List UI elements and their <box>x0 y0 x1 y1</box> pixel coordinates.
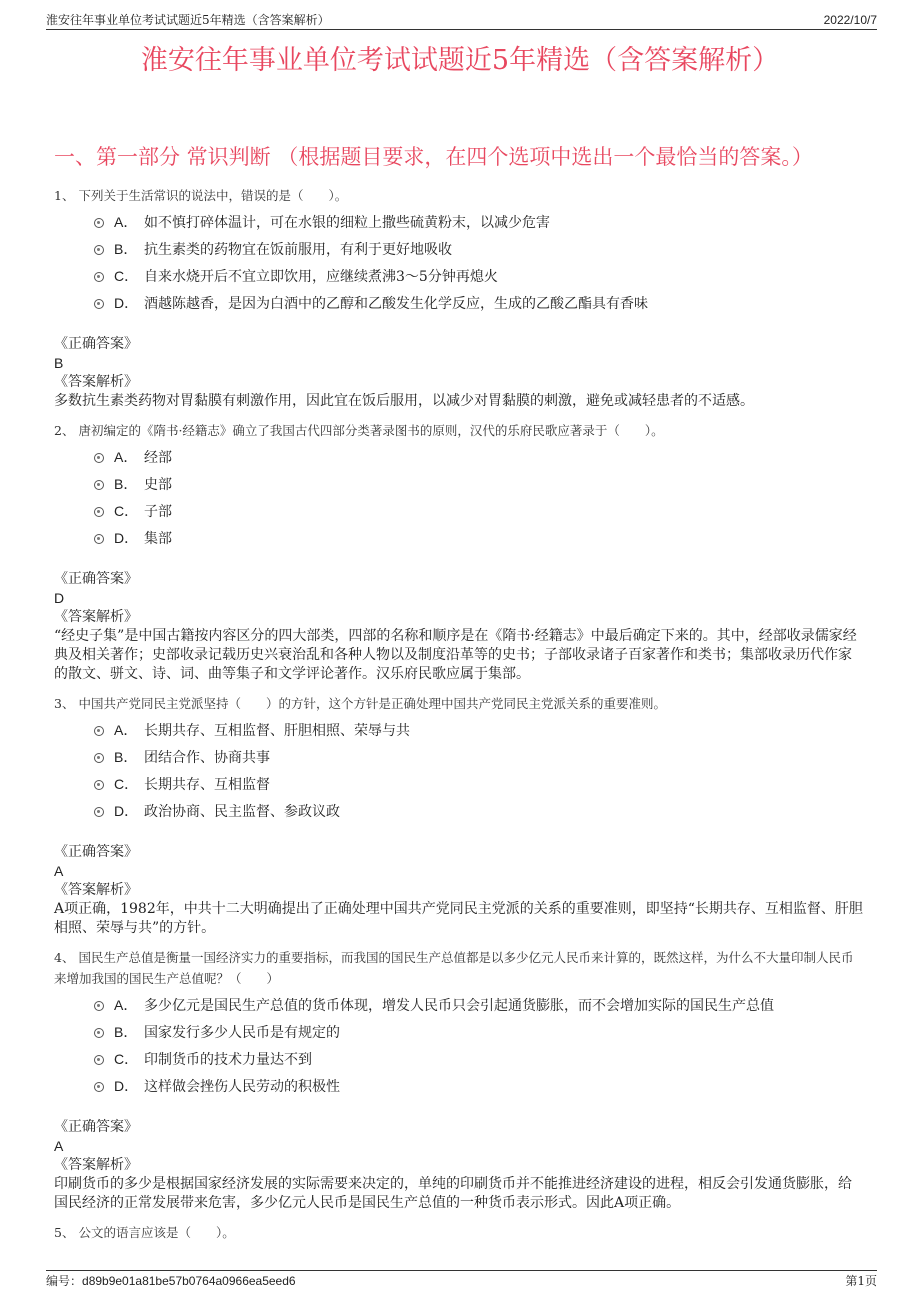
question-list <box>54 185 864 1243</box>
option-b[interactable] <box>54 471 864 498</box>
radio-icon[interactable] <box>94 726 104 736</box>
option-c[interactable] <box>54 498 864 525</box>
option-letter: A． <box>114 214 138 230</box>
option-text: 印制货币的技术力量达不到 <box>144 1052 312 1068</box>
answer-label: 《正确答案》 <box>54 336 138 352</box>
option-letter: B． <box>114 1024 138 1040</box>
radio-icon[interactable] <box>94 272 104 282</box>
answer-value: D <box>54 590 65 606</box>
option-a[interactable] <box>54 717 864 744</box>
answer-value: B <box>54 355 64 371</box>
option-letter: C． <box>114 776 139 792</box>
answer-block <box>54 570 864 684</box>
explanation-label: 《答案解析》 <box>54 374 138 390</box>
option-c[interactable] <box>54 263 864 290</box>
question-5 <box>54 1222 864 1243</box>
header-date: 2022/10/7 <box>823 13 877 27</box>
option-text: 如不慎打碎体温计，可在水银的细粒上撒些硫黄粉末，以减少危害 <box>144 215 550 231</box>
option-text: 长期共存、互相监督 <box>144 777 270 793</box>
radio-icon[interactable] <box>94 453 104 463</box>
code-label: 编号： <box>46 1274 83 1288</box>
code-value: d89b9e01a81be57b0764a0966ea5eed6 <box>82 1274 296 1288</box>
question-stem <box>54 947 864 989</box>
explanation-text: “经史子集”是中国古籍按内容区分的四大部类，四部的名称和顺序是在《隋书·经籍志》中最后确定下来的。其中，经部收录儒家经典及相关著作；史部收录记载历史兴衰治乱和各种人物以及制度沿革等的史书；子部收录诸子百家著作和类书；集部收录历代作家的散文、骈文、诗、词、曲等集子和文学评论著作。汉乐府民歌应属于集部。 <box>54 628 857 682</box>
explanation-text: 印刷货币的多少是根据国家经济发展的实际需要来决定的，单纯的印刷货币并不能推进经济建设的进程，相反会引发通货膨胀，给国民经济的正常发展带来危害，多少亿元人民币是国民生产总值的一种货币表示形式。因此A项正确。 <box>54 1176 852 1211</box>
radio-icon[interactable] <box>94 753 104 763</box>
question-number: 3、 <box>54 696 75 711</box>
radio-icon[interactable] <box>94 245 104 255</box>
option-letter: D． <box>114 295 139 311</box>
radio-icon[interactable] <box>94 480 104 490</box>
option-text: 酒越陈越香，是因为白酒中的乙醇和乙酸发生化学反应，生成的乙酸乙酯具有香味 <box>144 296 648 312</box>
question-stem <box>54 1222 864 1243</box>
option-text: 多少亿元是国民生产总值的货币体现，增发人民币只会引起通货膨胀，而不会增加实际的国民生产总值 <box>144 998 774 1014</box>
option-letter: B． <box>114 749 138 765</box>
option-list <box>54 444 864 552</box>
option-d[interactable] <box>54 290 864 317</box>
radio-icon[interactable] <box>94 780 104 790</box>
option-letter: D． <box>114 803 139 819</box>
option-text: 抗生素类的药物宜在饭前服用，有利于更好地吸收 <box>144 242 452 258</box>
option-list <box>54 209 864 317</box>
radio-icon[interactable] <box>94 1001 104 1011</box>
option-text: 国家发行多少人民币是有规定的 <box>144 1025 340 1041</box>
option-text: 这样做会挫伤人民劳动的积极性 <box>144 1079 340 1095</box>
question-4 <box>54 947 864 1213</box>
page-header <box>46 11 877 30</box>
option-c[interactable] <box>54 771 864 798</box>
question-2 <box>54 420 864 684</box>
question-1 <box>54 185 864 411</box>
option-d[interactable] <box>54 1073 864 1100</box>
option-letter: D． <box>114 1078 139 1094</box>
radio-icon[interactable] <box>94 218 104 228</box>
answer-block <box>54 1118 864 1213</box>
option-b[interactable] <box>54 1019 864 1046</box>
question-text: 下列关于生活常识的说法中，错误的是（ ）。 <box>78 188 348 203</box>
option-a[interactable] <box>54 992 864 1019</box>
option-text: 子部 <box>144 504 172 520</box>
radio-icon[interactable] <box>94 507 104 517</box>
document-code <box>46 1273 296 1289</box>
question-text: 唐初编定的《隋书·经籍志》确立了我国古代四部分类著录图书的原则，汉代的乐府民歌应著录于（ ）。 <box>78 423 664 438</box>
option-letter: C． <box>114 1051 139 1067</box>
answer-value: A <box>54 863 64 879</box>
option-b[interactable] <box>54 744 864 771</box>
option-list <box>54 717 864 825</box>
option-letter: A． <box>114 997 138 1013</box>
question-stem <box>54 693 864 714</box>
question-stem <box>54 420 864 441</box>
question-number: 4、 <box>54 950 75 965</box>
option-letter: D． <box>114 530 139 546</box>
radio-icon[interactable] <box>94 1028 104 1038</box>
option-letter: A． <box>114 722 138 738</box>
option-letter: A． <box>114 449 138 465</box>
option-d[interactable] <box>54 525 864 552</box>
option-d[interactable] <box>54 798 864 825</box>
explanation-text: 多数抗生素类药物对胃黏膜有刺激作用，因此宜在饭后服用，以减少对胃黏膜的刺激，避免或减轻患者的不适感。 <box>54 393 754 409</box>
question-number: 5、 <box>54 1225 75 1240</box>
radio-icon[interactable] <box>94 299 104 309</box>
answer-block <box>54 843 864 938</box>
option-a[interactable] <box>54 209 864 236</box>
explanation-label: 《答案解析》 <box>54 1157 138 1173</box>
option-text: 自来水烧开后不宜立即饮用，应继续煮沸3～5分钟再熄火 <box>144 269 498 285</box>
explanation-label: 《答案解析》 <box>54 882 138 898</box>
question-number: 2、 <box>54 423 75 438</box>
question-3 <box>54 693 864 938</box>
option-text: 长期共存、互相监督、肝胆相照、荣辱与共 <box>144 723 410 739</box>
answer-label: 《正确答案》 <box>54 1119 138 1135</box>
radio-icon[interactable] <box>94 1055 104 1065</box>
radio-icon[interactable] <box>94 534 104 544</box>
section-heading: 一、第一部分 常识判断 （根据题目要求，在四个选项中选出一个最恰当的答案。） <box>54 145 813 169</box>
answer-label: 《正确答案》 <box>54 844 138 860</box>
answer-value: A <box>54 1138 64 1154</box>
option-letter: C． <box>114 268 139 284</box>
question-number: 1、 <box>54 188 75 203</box>
option-text: 团结合作、协商共事 <box>144 750 270 766</box>
question-stem <box>54 185 864 206</box>
header-doc-title: 淮安往年事业单位考试试题近5年精选（含答案解析） <box>46 13 330 27</box>
answer-label: 《正确答案》 <box>54 571 138 587</box>
explanation-text: A项正确，1982年，中共十二大明确提出了正确处理中国共产党同民主党派的关系的重要准则，即坚持“长期共存、互相监督、肝胆相照、荣辱与共”的方针。 <box>54 901 863 936</box>
option-c[interactable] <box>54 1046 864 1073</box>
page-footer <box>46 1270 877 1288</box>
radio-icon[interactable] <box>94 807 104 817</box>
answer-block <box>54 335 864 411</box>
question-text: 国民生产总值是衡量一国经济实力的重要指标，而我国的国民生产总值都是以多少亿元人民币来计算的，既然这样，为什么不大量印制人民币来增加我国的国民生产总值呢？（ ） <box>54 950 854 986</box>
radio-icon[interactable] <box>94 1082 104 1092</box>
question-text: 公文的语言应该是（ ）。 <box>78 1225 235 1240</box>
option-text: 史部 <box>144 477 172 493</box>
option-letter: C． <box>114 503 139 519</box>
explanation-label: 《答案解析》 <box>54 609 138 625</box>
option-b[interactable] <box>54 236 864 263</box>
option-letter: B． <box>114 241 138 257</box>
page-number: 第1页 <box>845 1274 877 1288</box>
option-text: 集部 <box>144 531 172 547</box>
option-a[interactable] <box>54 444 864 471</box>
question-text: 中国共产党同民主党派坚持（ ）的方针，这个方针是正确处理中国共产党同民主党派关系的重要准则。 <box>78 696 666 711</box>
document-title: 淮安往年事业单位考试试题近5年精选（含答案解析） <box>140 45 780 76</box>
option-letter: B． <box>114 476 138 492</box>
option-list <box>54 992 864 1100</box>
option-text: 经部 <box>144 450 172 466</box>
option-text: 政治协商、民主监督、参政议政 <box>144 804 340 820</box>
